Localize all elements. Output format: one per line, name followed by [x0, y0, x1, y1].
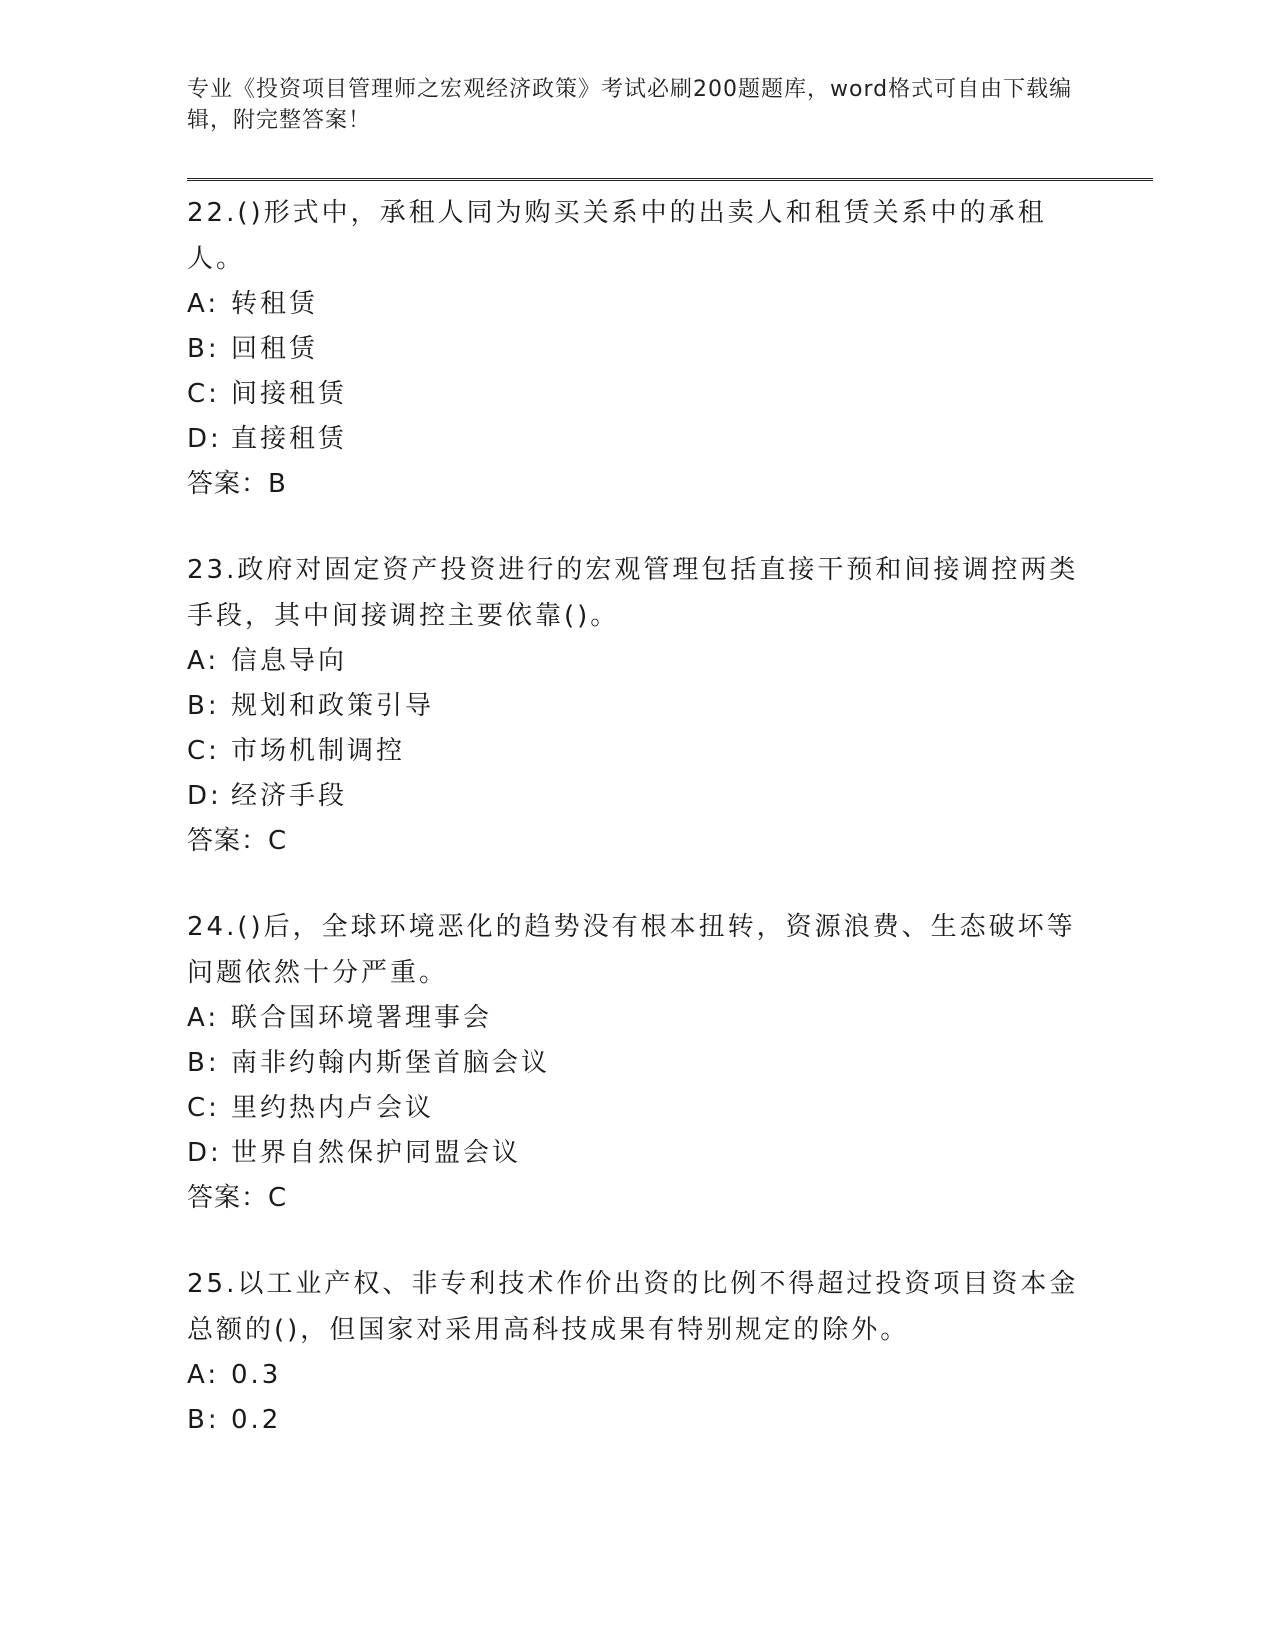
option-b [187, 1398, 1087, 1443]
option-a [187, 1353, 1087, 1398]
option-text: 间接租赁 [231, 379, 348, 409]
question-22 [187, 190, 1087, 507]
option-key: B: [187, 1048, 220, 1078]
option-text: 转租赁 [231, 289, 319, 319]
option-a [187, 282, 1087, 327]
question-list [187, 190, 1087, 1483]
option-c [187, 372, 1087, 417]
option-key: D: [187, 1138, 222, 1168]
option-key: B: [187, 334, 220, 364]
option-text: 信息导向 [231, 646, 348, 676]
option-text: 联合国环境署理事会 [231, 1003, 493, 1033]
option-text: 世界自然保护同盟会议 [231, 1138, 522, 1168]
question-25 [187, 1261, 1087, 1443]
question-stem: 25.以工业产权、非专利技术作价出资的比例不得超过投资项目资本金总额的()，但国家对采用高科技成果有特别规定的除外。 [187, 1269, 1079, 1345]
option-key: A: [187, 646, 220, 676]
option-key: B: [187, 691, 220, 721]
question-stem: 24.()后，全球环境恶化的趋势没有根本扭转，资源浪费、生态破坏等问题依然十分严重。 [187, 912, 1076, 988]
option-text: 里约热内卢会议 [231, 1093, 435, 1123]
question-23 [187, 547, 1087, 864]
question-stem: 22.()形式中，承租人同为购买关系中的出卖人和租赁关系中的承租人。 [187, 198, 1047, 274]
option-text: 0.3 [231, 1360, 282, 1390]
option-a [187, 996, 1087, 1041]
option-b [187, 327, 1087, 372]
option-text: 经济手段 [231, 781, 348, 811]
option-key: A: [187, 289, 220, 319]
option-d [187, 774, 1087, 819]
option-key: A: [187, 1360, 220, 1390]
option-d [187, 1131, 1087, 1176]
option-b [187, 684, 1087, 729]
option-key: C: [187, 736, 220, 766]
option-text: 回租赁 [231, 334, 319, 364]
option-c [187, 729, 1087, 774]
option-a [187, 639, 1087, 684]
option-text: 0.2 [231, 1405, 282, 1435]
question-stem: 23.政府对固定资产投资进行的宏观管理包括直接干预和间接调控两类手段，其中间接调控主要依靠()。 [187, 555, 1079, 631]
option-text: 市场机制调控 [231, 736, 406, 766]
option-b [187, 1041, 1087, 1086]
option-key: A: [187, 1003, 220, 1033]
answer-line: 答案：C [187, 826, 288, 856]
option-key: C: [187, 1093, 220, 1123]
option-key: C: [187, 379, 220, 409]
option-text: 规划和政策引导 [231, 691, 435, 721]
option-c [187, 1086, 1087, 1131]
option-key: B: [187, 1405, 220, 1435]
option-d [187, 417, 1087, 462]
option-text: 南非约翰内斯堡首脑会议 [231, 1048, 551, 1078]
option-key: D: [187, 424, 222, 454]
option-text: 直接租赁 [231, 424, 348, 454]
answer-line: 答案：B [187, 469, 287, 499]
question-24 [187, 904, 1087, 1221]
header-divider [187, 178, 1153, 181]
page-header: 专业《投资项目管理师之宏观经济政策》考试必刷200题题库，word格式可自由下载编辑，附完整答案！ [187, 77, 1073, 133]
answer-line: 答案：C [187, 1183, 288, 1213]
option-key: D: [187, 781, 222, 811]
